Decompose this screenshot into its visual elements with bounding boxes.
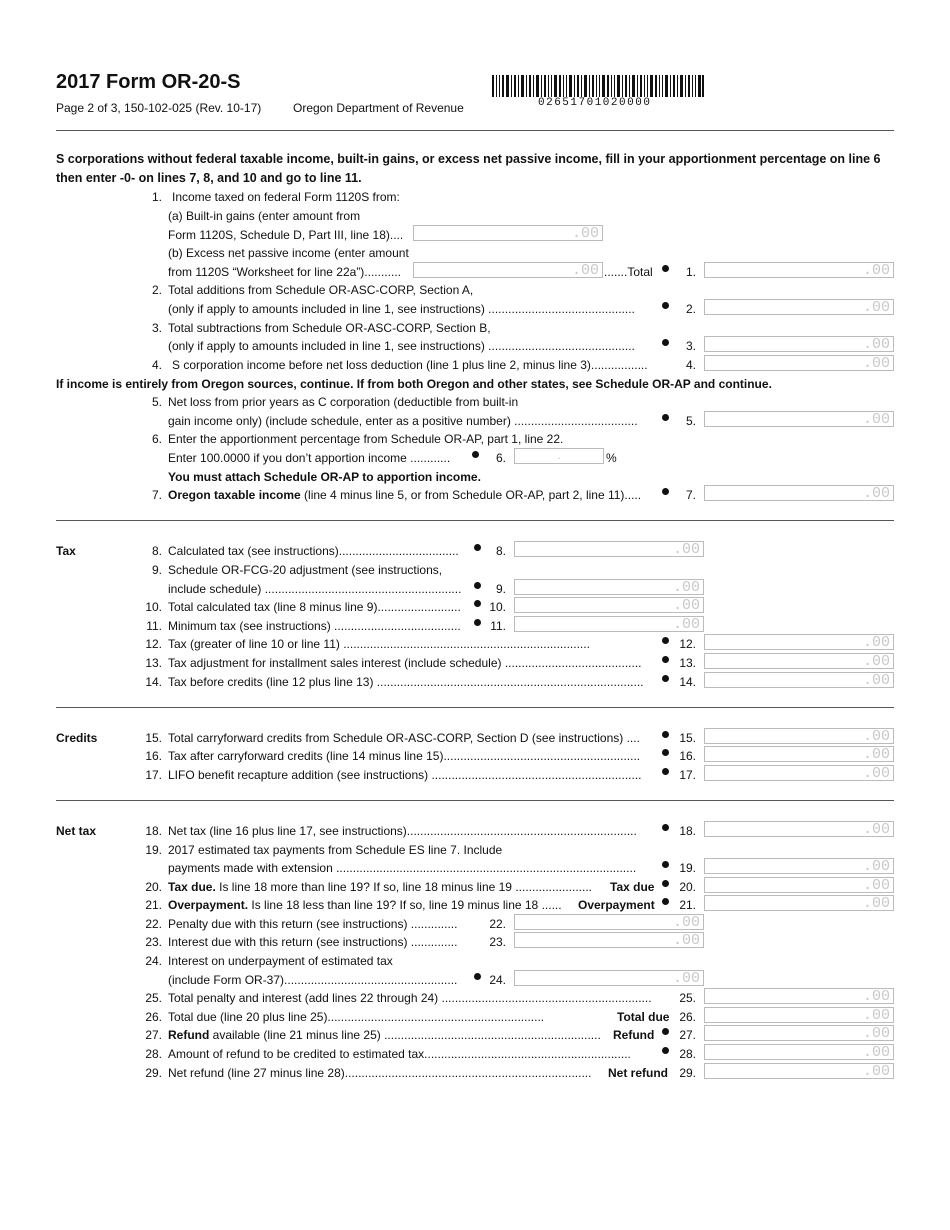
- line-bold-label: Overpayment.: [168, 898, 249, 912]
- amount-field-25[interactable]: .00: [704, 988, 894, 1004]
- line-number: 19.: [145, 843, 162, 857]
- line-number: 8.: [495, 544, 506, 558]
- required-bullet-icon: [662, 880, 669, 887]
- line-text: available (line 21 minus line 25) .................................................................: [212, 1028, 601, 1042]
- line-number: 3.: [685, 339, 696, 353]
- attach-note: You must attach Schedule OR-AP to apportion income.: [168, 470, 481, 484]
- line-text: Total subtractions from Schedule OR-ASC-CORP, Section B,: [168, 321, 491, 335]
- line-number: 20.: [145, 880, 162, 894]
- amount-field-10[interactable]: .00: [514, 597, 704, 613]
- department-name: Oregon Department of Revenue: [293, 101, 464, 115]
- required-bullet-icon: [662, 768, 669, 775]
- line-number: 15.: [679, 731, 696, 745]
- line-text: Net refund (line 27 minus line 28)..........................................................................: [168, 1066, 592, 1080]
- line-bold-label: Oregon taxable income: [168, 488, 301, 502]
- required-bullet-icon: [662, 265, 669, 272]
- required-bullet-icon: [662, 1047, 669, 1054]
- page-info: Page 2 of 3, 150-102-025 (Rev. 10-17): [56, 101, 262, 115]
- line-number: 28.: [145, 1047, 162, 1061]
- intro-instructions: S corporations without federal taxable income, built-in gains, or excess net passive income, fill in your apportionment percentage on line 6 then enter -0- on lines 7, 8, and 10 and go to line 11.: [56, 152, 881, 185]
- divider: [56, 130, 894, 131]
- amount-field-27[interactable]: .00: [704, 1025, 894, 1041]
- form-title: 2017 Form OR-20-S: [56, 71, 241, 93]
- line-text: Net tax (line 16 plus line 17, see instructions).....................................................................: [168, 824, 637, 838]
- line-right-label: Total due: [617, 1010, 670, 1024]
- line-number: 7.: [151, 488, 162, 502]
- line-number: 23.: [145, 935, 162, 949]
- line-number: 18.: [679, 824, 696, 838]
- line-number: 11.: [146, 619, 162, 633]
- line-text: payments made with extension ..........................................................................................: [168, 861, 637, 875]
- line-number: 21.: [145, 898, 162, 912]
- line-text: Total penalty and interest (add lines 22 through 24) ...............................................................: [168, 991, 652, 1005]
- line-text: include schedule) ...........................................................: [168, 582, 462, 596]
- line-text: (include Form OR-37)....................................................: [168, 973, 458, 987]
- line-number: 14.: [679, 675, 696, 689]
- line-number: 17.: [679, 768, 696, 782]
- line-number: 26.: [145, 1010, 162, 1024]
- line-number: 24.: [489, 973, 506, 987]
- line-number: 9.: [495, 582, 506, 596]
- line-number: 21.: [679, 898, 696, 912]
- line-text: Net loss from prior years as C corporation (deductible from built-in: [168, 395, 519, 409]
- line-number: 28.: [679, 1047, 696, 1061]
- line-text: Tax before credits (line 12 plus line 13) ................................................................................: [168, 675, 644, 689]
- line-right-label: Refund: [613, 1028, 655, 1042]
- amount-field-12[interactable]: .00: [704, 634, 894, 650]
- line-number: 10.: [489, 600, 506, 614]
- required-bullet-icon: [662, 824, 669, 831]
- line-text: Amount of refund to be credited to estimated tax..............................................................: [168, 1047, 631, 1061]
- divider: [56, 800, 894, 801]
- divider: [56, 707, 894, 708]
- line-number: 19.: [679, 861, 696, 875]
- line-number: 15.: [145, 731, 162, 745]
- line-text: Calculated tax (see instructions)....................................: [168, 544, 459, 558]
- line-number: 1.: [685, 265, 696, 279]
- line-number: 1.: [151, 190, 162, 204]
- required-bullet-icon: [662, 637, 669, 644]
- amount-field-9[interactable]: .00: [514, 579, 704, 595]
- line-number: 13.: [145, 656, 162, 670]
- line-number: 10.: [145, 600, 162, 614]
- line-text: Is line 18 more than line 19? If so, line 18 minus line 19 .......................: [219, 880, 592, 894]
- line-text: Penalty due with this return (see instructions) ..............: [168, 917, 458, 931]
- required-bullet-icon: [472, 451, 479, 458]
- amount-field-11[interactable]: .00: [514, 616, 704, 632]
- line-text: Total calculated tax (line 8 minus line 9).........................: [168, 600, 461, 614]
- line-text: Tax adjustment for installment sales interest (include schedule) .........................................: [168, 656, 642, 670]
- line-number: 4.: [685, 358, 696, 372]
- line-number: 2.: [151, 283, 162, 297]
- required-bullet-icon: [662, 898, 669, 905]
- line-number: 8.: [151, 544, 162, 558]
- line-number: 16.: [145, 749, 162, 763]
- amount-field-1b[interactable]: .00: [413, 262, 603, 278]
- amount-field-4[interactable]: .00: [704, 355, 894, 371]
- line-right-label: Net refund: [608, 1066, 668, 1080]
- line-text: S corporation income before net loss deduction (line 1 plus line 2, minus line 3).................: [172, 358, 648, 372]
- line-text: Interest on underpayment of estimated tax: [168, 954, 393, 968]
- line-text: Total due (line 20 plus line 25).................................................................: [168, 1010, 545, 1024]
- amount-field-7[interactable]: .00: [704, 485, 894, 501]
- line-text: LIFO benefit recapture addition (see instructions) ...............................................................: [168, 768, 642, 782]
- line-number: 6.: [495, 451, 506, 465]
- line-text: Income taxed on federal Form 1120S from:: [172, 190, 400, 204]
- required-bullet-icon: [662, 731, 669, 738]
- line-number: 12.: [679, 637, 696, 651]
- amount-field-2[interactable]: .00: [704, 299, 894, 315]
- amount-field-22[interactable]: .00: [514, 914, 704, 930]
- amount-field-15[interactable]: .00: [704, 728, 894, 744]
- amount-field-1[interactable]: .00: [704, 262, 894, 278]
- amount-field-18[interactable]: .00: [704, 821, 894, 837]
- line-number: 25.: [145, 991, 162, 1005]
- line-number: 12.: [145, 637, 162, 651]
- line-text: [168, 898, 578, 912]
- line-number: 25.: [679, 991, 696, 1005]
- line-number: 9.: [151, 563, 162, 577]
- line-number: 27.: [145, 1028, 162, 1042]
- line-number: 13.: [679, 656, 696, 670]
- amount-field-17[interactable]: .00: [704, 765, 894, 781]
- amount-field-5[interactable]: .00: [704, 411, 894, 427]
- line-number: 27.: [679, 1028, 696, 1042]
- line-bold-label: Tax due.: [168, 880, 216, 894]
- line-text: [168, 1028, 610, 1042]
- amount-field-16[interactable]: .00: [704, 746, 894, 762]
- section-label-tax: Tax: [56, 544, 76, 558]
- line-text: (line 4 minus line 5, or from Schedule OR-AP, part 2, line 11).....: [304, 488, 642, 502]
- line-text: (a) Built-in gains (enter amount from: [168, 209, 361, 223]
- line-number: 17.: [145, 768, 162, 782]
- line-number: 5.: [151, 395, 162, 409]
- line-number: 7.: [685, 488, 696, 502]
- line-text: [168, 880, 608, 894]
- percent-sign: %: [606, 451, 617, 465]
- line-number: 6.: [151, 432, 162, 446]
- line-right-label: Tax due: [610, 880, 655, 894]
- line-number: 18.: [145, 824, 162, 838]
- line-number: 3.: [151, 321, 162, 335]
- line-number: 23.: [489, 935, 506, 949]
- required-bullet-icon: [662, 656, 669, 663]
- amount-field-26[interactable]: .00: [704, 1007, 894, 1023]
- line-text: Tax (greater of line 10 or line 11) ..........................................................................: [168, 637, 590, 651]
- amount-field-24[interactable]: .00: [514, 970, 704, 986]
- line-text: Total additions from Schedule OR-ASC-CORP, Section A,: [168, 283, 474, 297]
- amount-field-1a[interactable]: .00: [413, 225, 603, 241]
- line-text: gain income only) (include schedule, enter as a positive number) .....................................: [168, 414, 638, 428]
- amount-field-23[interactable]: .00: [514, 932, 704, 948]
- required-bullet-icon: [662, 302, 669, 309]
- line-number: 20.: [679, 880, 696, 894]
- line-number: 4.: [151, 358, 162, 372]
- required-bullet-icon: [662, 861, 669, 868]
- line-number: 5.: [685, 414, 696, 428]
- divider: [56, 520, 894, 521]
- line-text: Interest due with this return (see instructions) ..............: [168, 935, 458, 949]
- amount-field-28[interactable]: .00: [704, 1044, 894, 1060]
- required-bullet-icon: [662, 675, 669, 682]
- barcode-number: 02651701020000: [538, 97, 652, 109]
- amount-field-29[interactable]: .00: [704, 1063, 894, 1079]
- line-number: 24.: [145, 954, 162, 968]
- line-text: .......Total: [604, 265, 653, 279]
- amount-field-20[interactable]: .00: [704, 877, 894, 893]
- line-number: 26.: [679, 1010, 696, 1024]
- amount-field-21[interactable]: .00: [704, 895, 894, 911]
- required-bullet-icon: [662, 1028, 669, 1035]
- percentage-field-6[interactable]: .: [514, 448, 604, 464]
- line-text: Tax after carryforward credits (line 14 minus line 15)...........................................................: [168, 749, 641, 763]
- line-text: (only if apply to amounts included in line 1, see instructions) ............................................: [168, 302, 635, 316]
- line-right-label: Overpayment: [578, 898, 655, 912]
- line-text: Enter the apportionment percentage from Schedule OR-AP, part 1, line 22.: [168, 432, 564, 446]
- required-bullet-icon: [662, 414, 669, 421]
- line-number: 2.: [685, 302, 696, 316]
- amount-field-13[interactable]: .00: [704, 653, 894, 669]
- line-bold-label: Refund: [168, 1028, 210, 1042]
- line-number: 11.: [490, 619, 506, 633]
- oregon-sources-note: If income is entirely from Oregon sources, continue. If from both Oregon and other states, see Schedule OR-AP and continue.: [56, 377, 772, 391]
- line-number: 16.: [679, 749, 696, 763]
- required-bullet-icon: [662, 749, 669, 756]
- line-number: 22.: [145, 917, 162, 931]
- line-text: (b) Excess net passive income (enter amount: [168, 246, 409, 260]
- line-number: 29.: [679, 1066, 696, 1080]
- line-text: Schedule OR-FCG-20 adjustment (see instructions,: [168, 563, 443, 577]
- required-bullet-icon: [662, 339, 669, 346]
- barcode-icon: [492, 75, 704, 97]
- amount-field-3[interactable]: .00: [704, 336, 894, 352]
- line-text: Form 1120S, Schedule D, Part III, line 18)....: [168, 228, 404, 242]
- line-text: 2017 estimated tax payments from Schedule ES line 7. Include: [168, 843, 503, 857]
- line-number: 29.: [145, 1066, 162, 1080]
- line-text: Total carryforward credits from Schedule OR-ASC-CORP, Section D (see instructions) ....: [168, 731, 640, 745]
- line-number: 14.: [145, 675, 162, 689]
- line-number: 22.: [489, 917, 506, 931]
- line-text: [168, 488, 658, 502]
- line-text: Enter 100.0000 if you don’t apportion income ............: [168, 451, 451, 465]
- section-label-net-tax: Net tax: [56, 824, 97, 838]
- required-bullet-icon: [662, 488, 669, 495]
- line-text: Is line 18 less than line 19? If so, line 19 minus line 18 ......: [251, 898, 562, 912]
- amount-field-8[interactable]: .00: [514, 541, 704, 557]
- line-text: from 1120S “Worksheet for line 22a”)...........: [168, 265, 401, 279]
- amount-field-19[interactable]: .00: [704, 858, 894, 874]
- section-label-credits: Credits: [56, 731, 98, 745]
- line-text: (only if apply to amounts included in line 1, see instructions) ............................................: [168, 339, 635, 353]
- amount-field-14[interactable]: .00: [704, 672, 894, 688]
- line-text: Minimum tax (see instructions) ......................................: [168, 619, 461, 633]
